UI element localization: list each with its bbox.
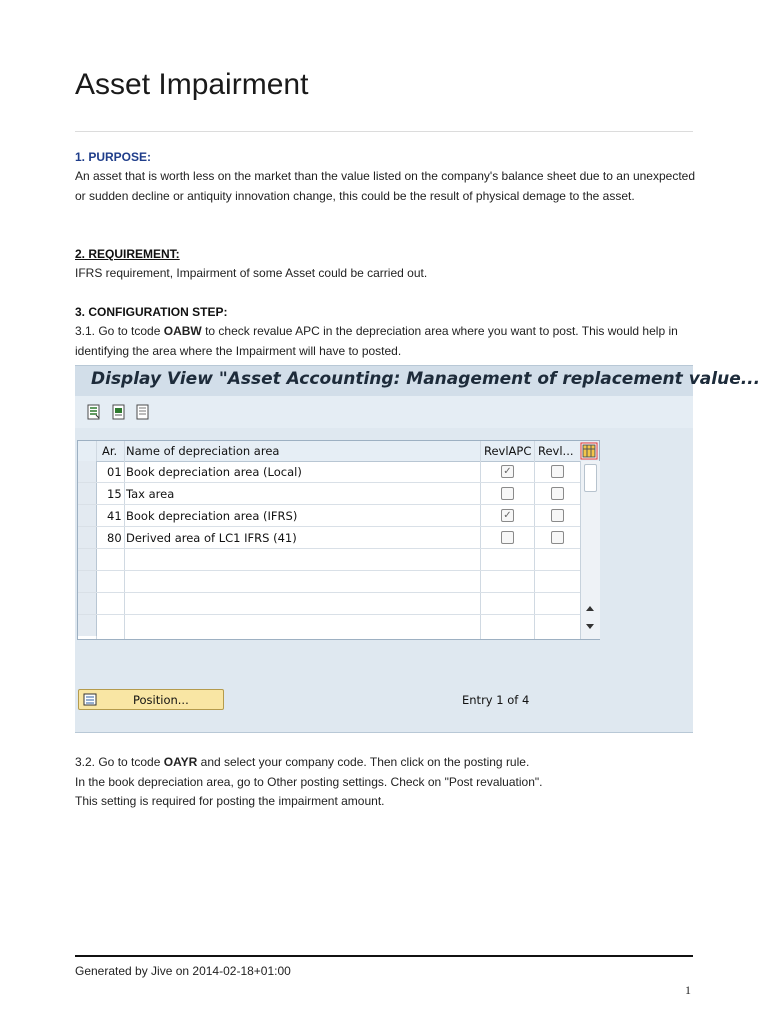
position-button[interactable]: [78, 689, 224, 710]
row-selector[interactable]: [78, 483, 97, 504]
page-title: Asset Impairment: [75, 68, 309, 101]
table-row[interactable]: [78, 593, 580, 615]
table-header: [78, 441, 599, 462]
row-name: Tax area: [126, 487, 175, 501]
table-row[interactable]: [78, 461, 580, 483]
table-row[interactable]: [78, 615, 580, 636]
row-selector[interactable]: [78, 593, 97, 614]
step-3-2-line3: This setting is required for posting the impairment amount.: [75, 794, 385, 808]
row-selector[interactable]: [78, 549, 97, 570]
col-revl[interactable]: Revl...: [538, 444, 574, 458]
select-all-icon[interactable]: [86, 404, 102, 420]
scroll-down-icon[interactable]: [585, 623, 595, 631]
scroll-thumb[interactable]: [584, 464, 597, 492]
col-ar[interactable]: Ar.: [102, 444, 118, 458]
scroll-up-icon[interactable]: [585, 604, 595, 612]
vertical-scrollbar[interactable]: [580, 461, 600, 639]
deselect-all-icon[interactable]: [135, 404, 151, 420]
table-row[interactable]: [78, 527, 580, 549]
col-revlapc[interactable]: RevlAPC: [484, 444, 532, 458]
config-heading: 3. CONFIGURATION STEP:: [75, 305, 228, 319]
revlapc-checkbox[interactable]: ✓: [501, 465, 514, 478]
requirement-heading: 2. REQUIREMENT:: [75, 247, 180, 261]
row-ar: 01: [107, 465, 122, 479]
sap-screenshot: [75, 365, 761, 733]
step-3-1-text: 3.1. Go to tcode OABW to check revalue APC in the depreciation area where you want to post. This would help in identifying the area where the Impairment will have to posted.: [75, 324, 678, 358]
purpose-heading: 1. PURPOSE:: [75, 150, 152, 164]
revlapc-checkbox[interactable]: [501, 531, 514, 544]
footer-generated: Generated by Jive on 2014-02-18+01:00: [75, 964, 291, 978]
table-row[interactable]: [78, 505, 580, 527]
row-selector[interactable]: [78, 461, 97, 482]
select-block-icon[interactable]: [111, 404, 127, 420]
row-ar: 15: [107, 487, 122, 501]
page-number: 1: [685, 983, 691, 997]
row-name: Book depreciation area (IFRS): [126, 509, 298, 523]
table-row[interactable]: [78, 483, 580, 505]
revl-checkbox[interactable]: [551, 531, 564, 544]
row-name: Derived area of LC1 IFRS (41): [126, 531, 297, 545]
revl-checkbox[interactable]: [551, 509, 564, 522]
sap-window-title-bar: [75, 366, 761, 397]
footer-divider: [75, 955, 693, 957]
requirement-text: IFRS requirement, Impairment of some Asset could be carried out.: [75, 266, 428, 280]
purpose-text: An asset that is worth less on the market than the value listed on the company's balance sheet due to an unexpected or sudden decline or antiquity innovation change, this could be the result of physical demage to the asset.: [75, 169, 696, 203]
entry-counter: Entry 1 of 4: [462, 693, 530, 707]
tcode-oayr: OAYR: [163, 755, 198, 769]
revl-checkbox[interactable]: [551, 465, 564, 478]
sap-window-title: Display View "Asset Accounting: Management of replacement value...: [91, 369, 761, 389]
row-selector[interactable]: [78, 527, 97, 548]
row-ar: 80: [107, 531, 122, 545]
tcode-oabw: OABW: [163, 324, 202, 338]
row-name: Book depreciation area (Local): [126, 465, 302, 479]
row-ar: 41: [107, 509, 122, 523]
sap-toolbar: [75, 396, 693, 428]
revlapc-checkbox[interactable]: ✓: [501, 509, 514, 522]
table-row[interactable]: [78, 549, 580, 571]
depreciation-area-table: [77, 440, 600, 640]
position-button-label: Position...: [133, 693, 189, 707]
table-row[interactable]: [78, 571, 580, 593]
position-icon: [83, 693, 97, 706]
table-settings-icon[interactable]: [580, 442, 598, 460]
divider: [75, 131, 693, 132]
revl-checkbox[interactable]: [551, 487, 564, 500]
step-3-2-line2: In the book depreciation area, go to Other posting settings. Check on "Post revaluation".: [75, 775, 543, 789]
row-selector[interactable]: [78, 615, 97, 636]
row-selector[interactable]: [78, 571, 97, 592]
revlapc-checkbox[interactable]: [501, 487, 514, 500]
col-name[interactable]: Name of depreciation area: [126, 444, 280, 458]
step-3-2-text: 3.2. Go to tcode OAYR and select your company code. Then click on the posting rule.: [75, 755, 530, 769]
row-selector[interactable]: [78, 505, 97, 526]
